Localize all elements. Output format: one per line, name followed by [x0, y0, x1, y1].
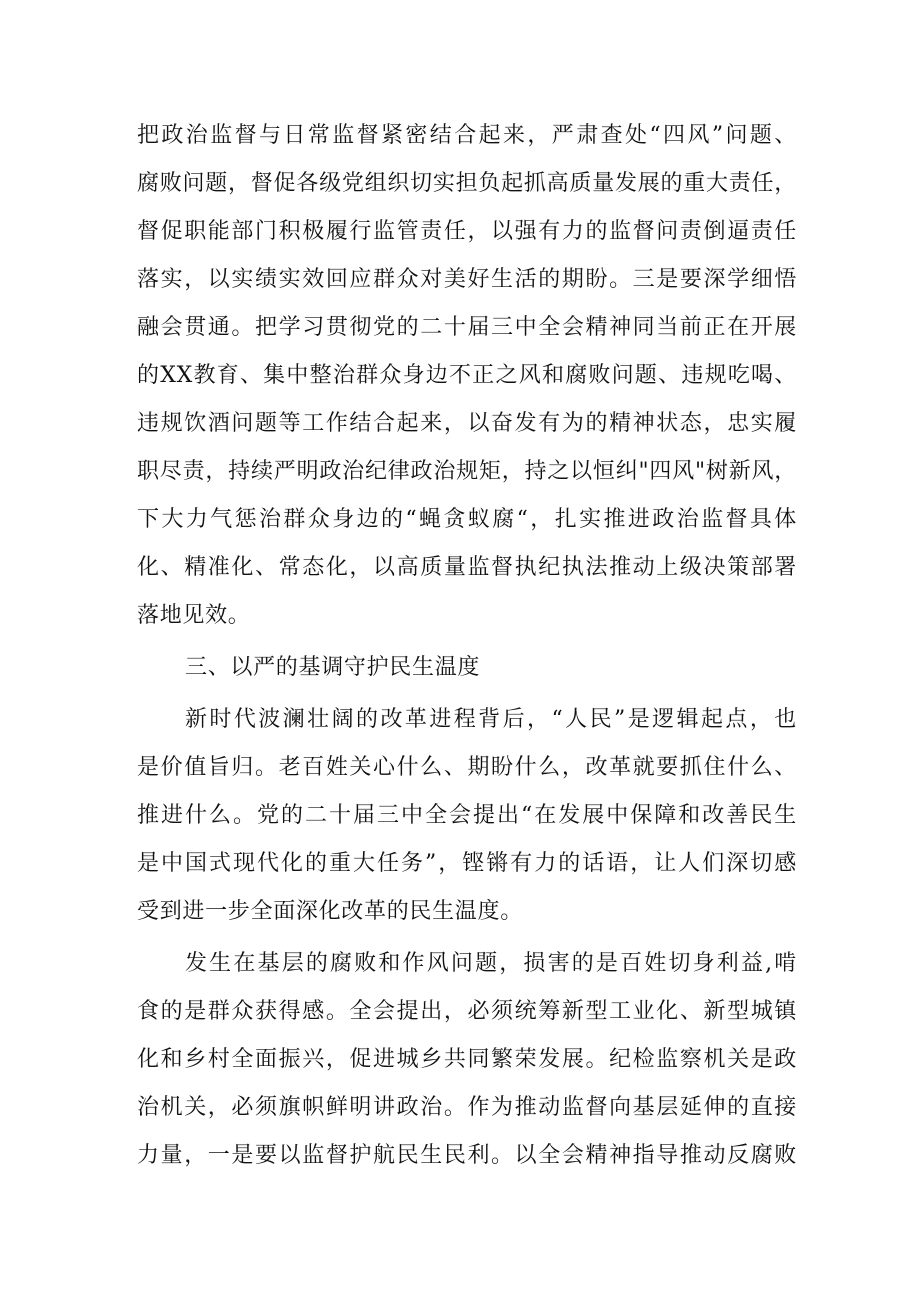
paragraph-1-line-7: 违规饮酒问题等工作结合起来，以奋发有为的精神状态，忠实履 [137, 411, 797, 436]
paragraph-1-line-10: 化、精准化、常态化，以高质量监督执纪执法推动上级决策部署 [137, 555, 797, 580]
paragraph-1-line-8: 职尽责，持续严明政治纪律政治规矩，持之以恒纠"四风"树新风， [137, 459, 797, 484]
paragraph-3-line-5: 力量，一是要以监督护航民生民利。以全会精神指导推动反腐败 [137, 1143, 797, 1168]
paragraph-3-line-4: 治机关，必须旗帜鲜明讲政治。作为推动监督向基层延伸的直接 [137, 1095, 797, 1120]
paragraph-1-line-4: 落实，以实绩实效回应群众对美好生活的期盼。三是要深学细悟 [137, 267, 797, 292]
paragraph-1-line-6: 的XX教育、集中整治群众身边不正之风和腐败问题、违规吃喝、 [137, 363, 797, 388]
paragraph-2-line-4: 是中国式现代化的重大任务”，铿锵有力的话语，让人们深切感 [137, 851, 797, 876]
section-heading: 三、以严的基调守护民生温度 [185, 655, 481, 680]
paragraph-3-line-2: 食的是群众获得感。全会提出，必须统筹新型工业化、新型城镇 [137, 999, 797, 1024]
paragraph-3-line-3: 化和乡村全面振兴，促进城乡共同繁荣发展。纪检监察机关是政 [137, 1047, 797, 1072]
paragraph-2-line-1: 新时代波澜壮阔的改革进程背后，“人民”是逻辑起点，也 [185, 707, 797, 732]
paragraph-2-line-2: 是价值旨归。老百姓关心什么、期盼什么，改革就要抓住什么、 [137, 755, 797, 780]
paragraph-1-line-1: 把政治监督与日常监督紧密结合起来，严肃查处“四风”问题、 [137, 123, 797, 148]
paragraph-1-line-5: 融会贯通。把学习贯彻党的二十届三中全会精神同当前正在开展 [137, 315, 797, 340]
paragraph-2-line-5: 受到进一步全面深化改革的民生温度。 [137, 899, 523, 924]
paragraph-1-line-9: 下大力气惩治群众身边的“蝇贪蚁腐“，扎实推进政治监督具体 [137, 507, 797, 532]
paragraph-2-line-3: 推进什么。党的二十届三中全会提出“在发展中保障和改善民生 [137, 803, 797, 828]
paragraph-1-line-11: 落地见效。 [137, 603, 251, 628]
paragraph-3-line-1: 发生在基层的腐败和作风问题，损害的是百姓切身利益,啃 [185, 951, 797, 976]
paragraph-1-line-2: 腐败问题，督促各级党组织切实担负起抓高质量发展的重大责任， [137, 171, 797, 196]
paragraph-1-line-3: 督促职能部门积极履行监管责任，以强有力的监督问责倒逼责任 [137, 219, 797, 244]
